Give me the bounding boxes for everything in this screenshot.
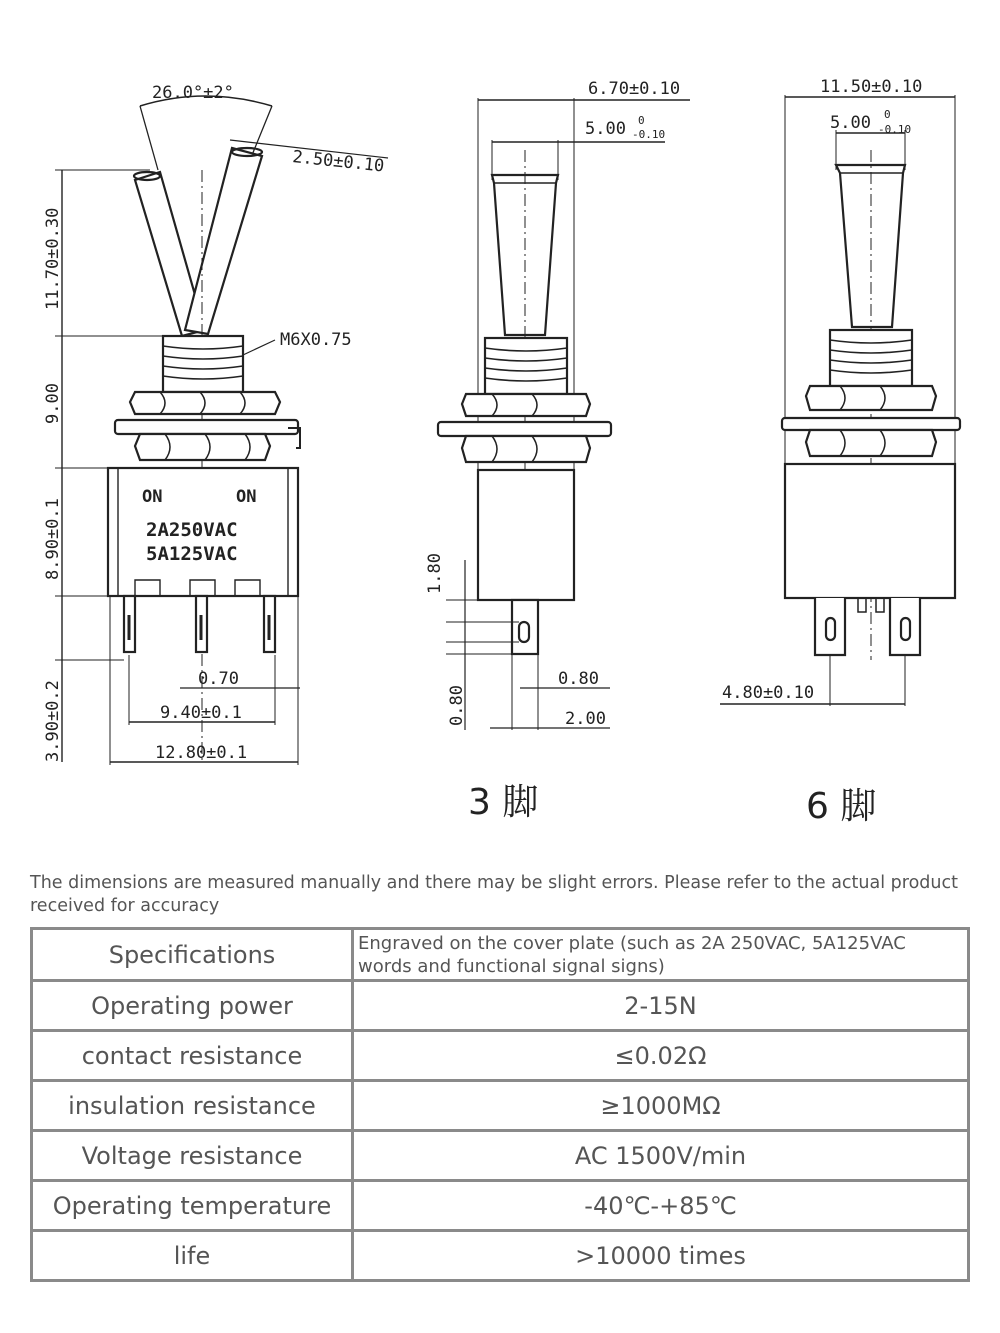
left-view [55, 96, 388, 765]
mid-lever-tol-upper: 0 [638, 114, 645, 127]
on-left-label: ON [142, 487, 163, 507]
spec-value: Engraved on the cover plate (such as 2A 250VAC, 5A125VAC words and functional signal signs) [353, 929, 969, 981]
spec-key: Operating temperature [32, 1181, 353, 1231]
spec-value: AC 1500V/min [353, 1131, 969, 1181]
caption-6-pin: 6 脚 [806, 786, 877, 827]
mid-pin-hole-height-label: 1.80 [425, 553, 445, 594]
spec-value: -40℃-+85℃ [353, 1181, 969, 1231]
accuracy-note: The dimensions are measured manually and there may be slight errors. Please refer to the actual product received for accuracy [30, 873, 958, 916]
pin-span-label: 9.40±0.1 [160, 703, 242, 723]
spec-value: 2-15N [353, 981, 969, 1031]
right-lever-width-label: 5.00 [830, 113, 871, 133]
table-row [32, 981, 969, 1031]
caption-3-pin: 3 脚 [468, 782, 539, 823]
mid-pin-total-label: 2.00 [565, 709, 606, 729]
table-row [32, 1231, 969, 1281]
pin-length-label: 3.90±0.2 [43, 680, 63, 762]
spec-key: Voltage resistance [32, 1131, 353, 1181]
spec-value: >10000 times [353, 1231, 969, 1281]
rating-1-label: 2A250VAC [146, 519, 238, 541]
mid-lever-tol-lower: -0.10 [632, 128, 666, 141]
right-lever-tol-upper: 0 [884, 108, 891, 121]
mid-lever-width-label: 5.00 [585, 119, 626, 139]
table-row [32, 929, 969, 981]
right-view [720, 95, 960, 706]
spec-key: contact resistance [32, 1031, 353, 1081]
pin-thickness-label: 0.70 [198, 669, 239, 689]
specs-table [30, 927, 970, 1282]
right-pin-span-label: 4.80±0.10 [722, 683, 815, 703]
thread-label: M6X0.75 [280, 330, 352, 350]
right-width-label: 11.50±0.10 [820, 77, 923, 97]
spec-key: insulation resistance [32, 1081, 353, 1131]
mid-width-label: 6.70±0.10 [588, 79, 681, 99]
lever-width-label: 2.50±0.10 [291, 147, 386, 177]
on-right-label: ON [236, 487, 257, 507]
spec-key: life [32, 1231, 353, 1281]
body-width-label: 12.80±0.1 [155, 743, 248, 763]
spec-key: Operating power [32, 981, 353, 1031]
table-row [32, 1031, 969, 1081]
mid-pin-width-label: 0.80 [558, 669, 599, 689]
spec-key: Specifications [32, 929, 353, 981]
body-height-label: 8.90±0.1 [43, 498, 63, 580]
table-row [32, 1081, 969, 1131]
spec-value: ≥1000MΩ [353, 1081, 969, 1131]
middle-view [438, 98, 690, 730]
right-lever-tol-lower: -0.10 [878, 123, 912, 136]
angle-label: 26.0°±2° [152, 83, 234, 103]
bushing-height-label: 9.00 [43, 383, 63, 424]
table-row [32, 1181, 969, 1231]
spec-value: ≤0.02Ω [353, 1031, 969, 1081]
rating-2-label: 5A125VAC [146, 543, 238, 565]
table-row [32, 1131, 969, 1181]
lever-height-label: 11.70±0.30 [43, 207, 63, 310]
mid-pin-hole-offset-label: 0.80 [447, 685, 467, 726]
